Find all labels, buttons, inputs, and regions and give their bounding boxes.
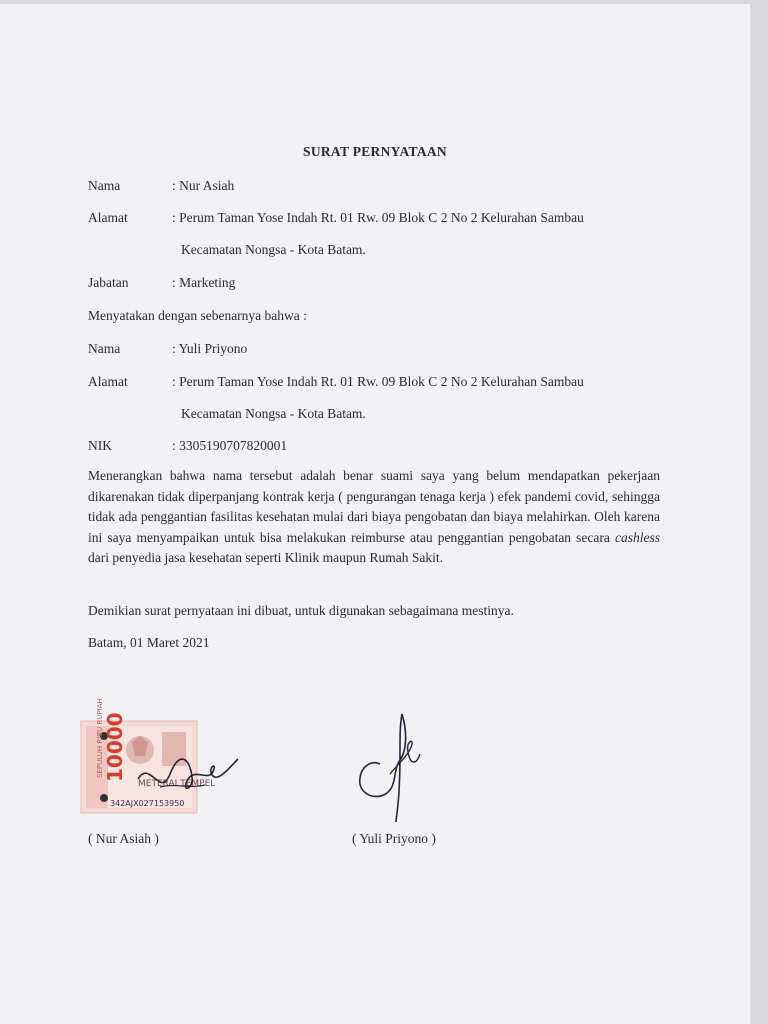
declarant-address-label: Alamat [88, 210, 128, 225]
closing-statement: Demikian surat pernyataan ini dibuat, untuk digunakan sebagaimana mestinya. [88, 603, 514, 618]
signature-right [350, 704, 430, 824]
stamp-top-text: SEPULUH RIBU RUPIAH [96, 698, 104, 778]
subject-address-line1: : Perum Taman Yose Indah Rt. 01 Rw. 09 Blok C 2 No 2 Kelurahan Sambau [172, 374, 584, 389]
signature-left [130, 739, 240, 809]
body-text-part1: Menerangkan bahwa nama tersebut adalah benar suami saya yang belum mendapatkan pekerjaan dikarenakan tidak diperpanjang kontrak kerja ( pengurangan tenaga kerja ) efek pandemi covid, sehingga tidak ada penggantian fasilitas kesehatan mulai dari biaya pengobatan dan biaya melahirkan. Oleh karena ini saya menyampaikan untuk bisa melakukan reimburse atau penggantian pengobatan secara [88, 468, 660, 545]
body-paragraph [88, 466, 660, 569]
declarant-name-label: Nama [88, 178, 121, 193]
signatory-left-name: ( Nur Asiah ) [88, 831, 159, 846]
subject-name-value: : Yuli Priyono [172, 341, 248, 356]
document-title: SURAT PERNYATAAN [303, 144, 447, 159]
stamp-serial: 342AJX027153950 [110, 799, 185, 808]
document-page [0, 4, 750, 1024]
statement-intro: Menyatakan dengan sebenarnya bahwa : [88, 308, 307, 323]
declarant-name-value: : Nur Asiah [172, 178, 235, 193]
body-text-italic: cashless [615, 529, 660, 545]
subject-name-label: Nama [88, 341, 121, 356]
declarant-address-line1: : Perum Taman Yose Indah Rt. 01 Rw. 09 Blok C 2 No 2 Kelurahan Sambau [172, 210, 584, 225]
subject-address-line2: Kecamatan Nongsa - Kota Batam. [181, 406, 366, 421]
subject-address-label: Alamat [88, 374, 128, 389]
body-text-part2: dari penyedia jasa kesehatan seperti Klinik maupun Rumah Sakit. [88, 550, 444, 565]
stamp-value: 10000 [103, 712, 127, 782]
declarant-address-line2: Kecamatan Nongsa - Kota Batam. [181, 242, 366, 257]
signatory-right-name: ( Yuli Priyono ) [352, 831, 436, 846]
declarant-position-value: : Marketing [172, 275, 236, 290]
place-date: Batam, 01 Maret 2021 [88, 635, 210, 650]
subject-nik-value: : 3305190707820001 [172, 438, 288, 453]
declarant-position-label: Jabatan [88, 275, 129, 290]
stamp-label: METERAI TEMPEL [138, 779, 216, 789]
subject-nik-label: NIK [88, 438, 112, 453]
